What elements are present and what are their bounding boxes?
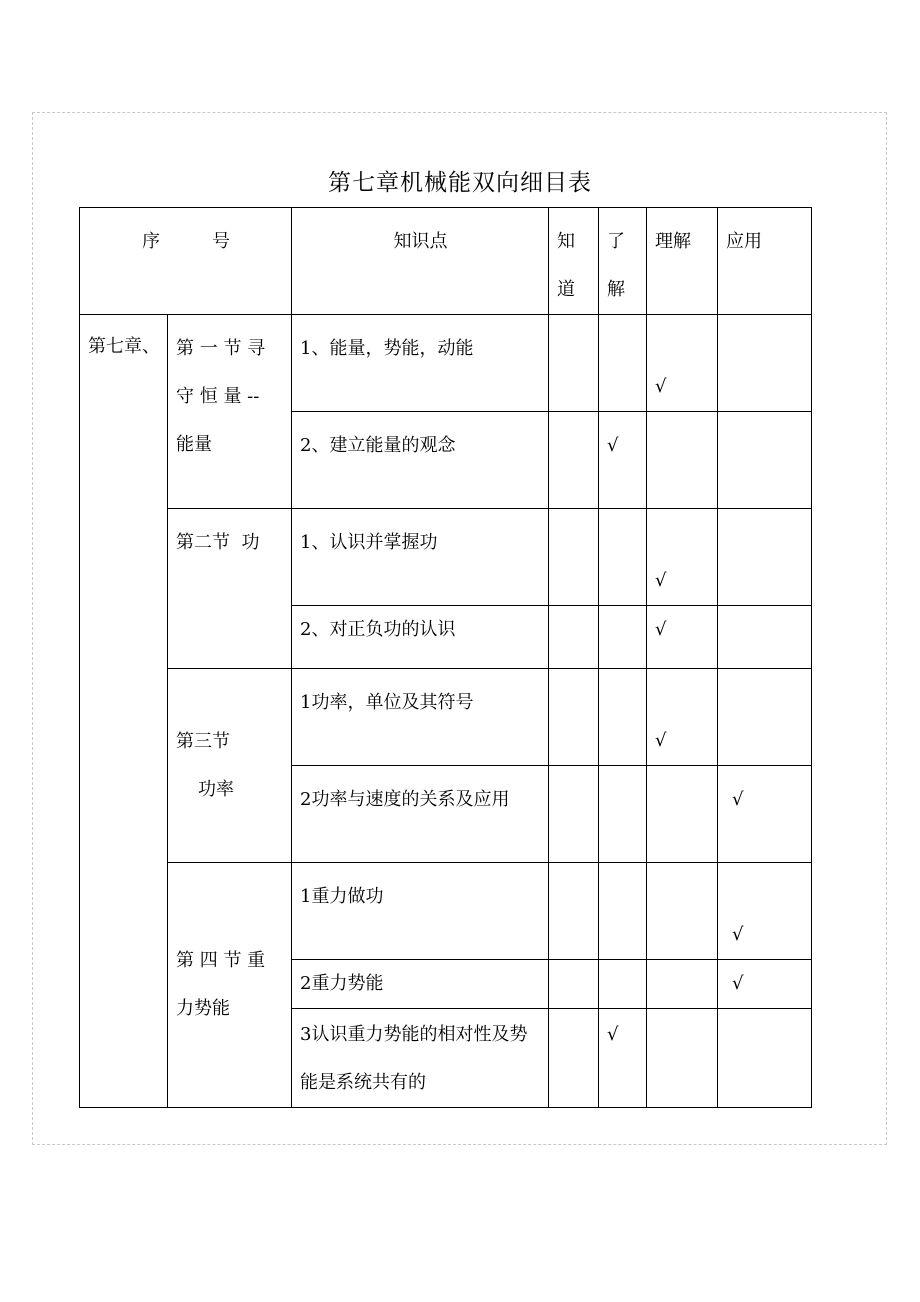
header-seq-cell xyxy=(80,208,292,315)
mark-know xyxy=(549,509,599,606)
mark-know xyxy=(549,412,599,509)
section-name-line: 守 恒 量 -- xyxy=(176,386,260,407)
mark-comprehend: √ xyxy=(647,669,718,766)
mark-understand xyxy=(599,960,647,1009)
mark-know xyxy=(549,766,599,863)
mark-understand xyxy=(599,669,647,766)
header-row xyxy=(80,208,812,315)
header-apply: 应用 xyxy=(718,208,812,315)
mark-apply: √ xyxy=(718,960,812,1009)
header-know-line: 知 xyxy=(557,231,575,252)
mark-understand xyxy=(599,863,647,960)
section-name-line: 第三节 xyxy=(176,730,230,752)
mark-comprehend: √ xyxy=(647,315,718,412)
section-name-line: 第 一 节 寻 xyxy=(176,338,266,359)
section-name-line: 力势能 xyxy=(176,998,230,1019)
knowledge-point: 2、对正负功的认识 xyxy=(292,606,549,669)
chapter-cell xyxy=(80,315,168,1108)
mark-apply xyxy=(718,606,812,669)
header-seq-left: 序 xyxy=(142,231,160,252)
section-name-4 xyxy=(168,863,292,1108)
detail-table xyxy=(79,207,812,1108)
table-row xyxy=(80,509,812,606)
document-title: 第七章机械能双向细目表 xyxy=(328,170,592,196)
section-name-line: 能量 xyxy=(176,434,212,455)
section-name-3 xyxy=(168,669,292,863)
mark-comprehend xyxy=(647,1009,718,1108)
knowledge-point: 2功率与速度的关系及应用 xyxy=(292,766,549,863)
knowledge-point: 1重力做功 xyxy=(292,863,549,960)
knowledge-point: 1、认识并掌握功 xyxy=(292,509,549,606)
mark-understand: √ xyxy=(599,1009,647,1108)
knowledge-point: 2、建立能量的观念 xyxy=(292,412,549,509)
table-row xyxy=(80,669,812,766)
section-name-line: 第 四 节 重 xyxy=(176,950,266,971)
mark-comprehend xyxy=(647,766,718,863)
header-comprehend: 理解 xyxy=(647,208,718,315)
chapter-label: 第七章、 xyxy=(88,336,160,357)
mark-know xyxy=(549,669,599,766)
mark-understand xyxy=(599,606,647,669)
section-name-1 xyxy=(168,315,292,509)
mark-know xyxy=(549,315,599,412)
mark-comprehend xyxy=(647,412,718,509)
header-understand-line: 了 xyxy=(607,231,625,252)
mark-know xyxy=(549,1009,599,1108)
section-name-line: 功率 xyxy=(198,778,234,800)
table-row xyxy=(80,315,812,412)
mark-understand xyxy=(599,766,647,863)
mark-know xyxy=(549,960,599,1009)
mark-comprehend: √ xyxy=(647,606,718,669)
mark-comprehend: √ xyxy=(647,509,718,606)
mark-apply xyxy=(718,1009,812,1108)
mark-apply xyxy=(718,315,812,412)
header-understand xyxy=(599,208,647,315)
header-understand-line: 解 xyxy=(607,279,625,300)
mark-comprehend xyxy=(647,960,718,1009)
mark-understand: √ xyxy=(599,412,647,509)
header-knowledge: 知识点 xyxy=(292,208,549,315)
section-name-2: 第二节 功 xyxy=(168,509,292,669)
mark-apply xyxy=(718,412,812,509)
mark-apply: √ xyxy=(718,766,812,863)
mark-know xyxy=(549,863,599,960)
knowledge-point: 1功率，单位及其符号 xyxy=(292,669,549,766)
mark-know xyxy=(549,606,599,669)
mark-apply xyxy=(718,509,812,606)
mark-apply xyxy=(718,669,812,766)
mark-apply: √ xyxy=(718,863,812,960)
table-row xyxy=(80,863,812,960)
header-know xyxy=(549,208,599,315)
mark-understand xyxy=(599,509,647,606)
knowledge-point: 1、能量，势能，动能 xyxy=(292,315,549,412)
header-seq-right: 号 xyxy=(212,231,230,252)
mark-comprehend xyxy=(647,863,718,960)
header-know-line: 道 xyxy=(557,279,575,300)
knowledge-point: 2重力势能 xyxy=(292,960,549,1009)
mark-understand xyxy=(599,315,647,412)
knowledge-point: 3认识重力势能的相对性及势能是系统共有的 xyxy=(292,1009,549,1108)
